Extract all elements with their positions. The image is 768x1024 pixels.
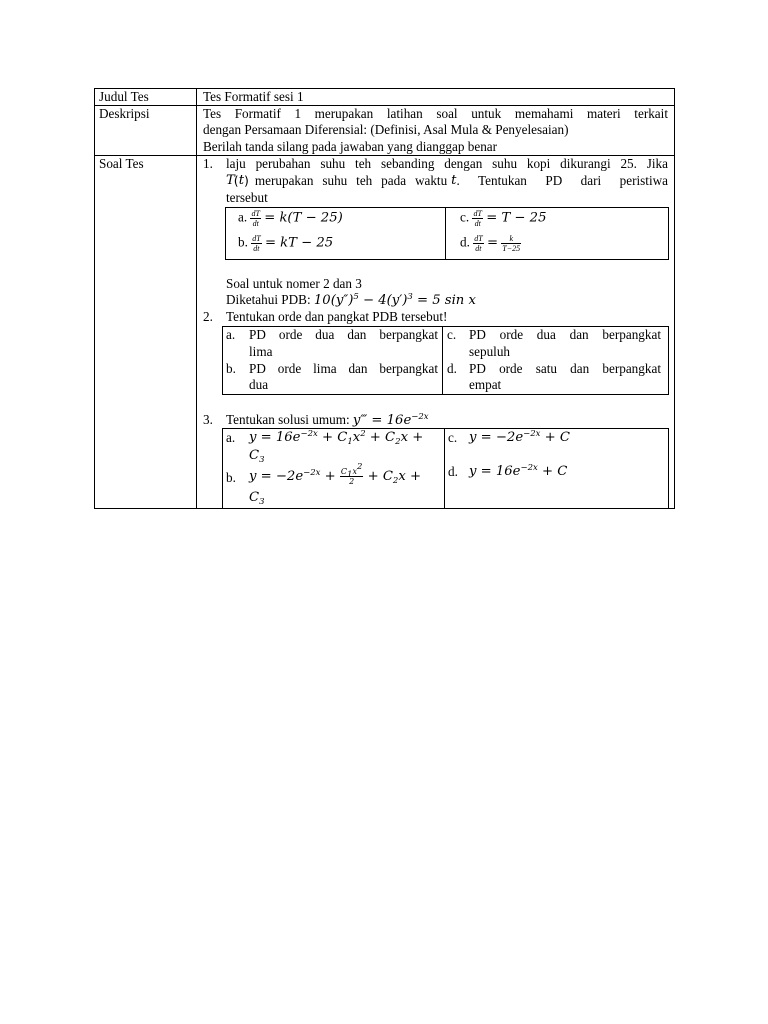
- q3-number: 3.: [203, 412, 213, 427]
- q1-line-1: laju perubahan suhu teh sebanding dengan suhu kopi dikurangi 25. Jika: [226, 156, 668, 171]
- pdb-equation: $10(y'')^5 - 4(y')^3 = 5$ sin x: [313, 292, 476, 308]
- q1-tt-symbol: T: [226, 173, 235, 188]
- q2-options-divider: [442, 326, 443, 394]
- q1-option-d[interactable]: d. $\frac{dT}{dt}$ = $\frac{k}{T-25}$: [460, 234, 521, 253]
- shared-intro: Soal untuk nomer 2 dan 3: [226, 276, 362, 291]
- q3-equation: y‴ = $16e^{-2x}$: [352, 412, 429, 428]
- value-judul-tes: Tes Formatif sesi 1: [203, 89, 304, 104]
- label-deskripsi: Deskripsi: [99, 106, 150, 121]
- q1-line-3: tersebut: [226, 190, 268, 205]
- q1-t-symbol: t: [451, 173, 457, 188]
- deskripsi-line-1: Tes Formatif 1 merupakan latihan soal untuk memahami materi terkait: [203, 106, 668, 121]
- label-soal-tes: Soal Tes: [99, 156, 144, 171]
- q1-number: 1.: [203, 156, 213, 171]
- q2-number: 2.: [203, 309, 213, 324]
- q1-option-b[interactable]: b. $\frac{dT}{dt}$ = kT − 25: [238, 234, 334, 253]
- q2-text: Tentukan orde dan pangkat PDB tersebut!: [226, 309, 448, 324]
- label-judul-tes: Judul Tes: [99, 89, 149, 104]
- table-border-top: [94, 88, 675, 89]
- deskripsi-line-3: Berilah tanda silang pada jawaban yang dianggap benar: [203, 139, 498, 154]
- deskripsi-line-2: dengan Persamaan Diferensial: (Definisi, Asal Mula & Penyelesaian): [203, 122, 569, 137]
- table-border-left: [94, 88, 95, 509]
- table-column-divider: [196, 88, 197, 509]
- q3-text: Tentukan solusi umum: y‴ = $16e^{-2x}$: [226, 412, 429, 428]
- q1-line-2-text-b: . Tentukan PD dari peristiwa: [456, 173, 668, 188]
- q1-line-2: T ( t ) merupakan suhu teh pada waktu t . Tentukan PD dari peristiwa: [226, 173, 668, 188]
- q1-line-2-text-a: merupakan suhu teh pada waktu: [254, 173, 448, 188]
- shared-pdb: Diketahui PDB: $10(y'')^5 - 4(y')^3 = 5$ sin x: [226, 292, 476, 308]
- q1-options-divider: [445, 207, 446, 259]
- q3-options-divider: [444, 428, 445, 508]
- q1-option-c[interactable]: c. $\frac{dT}{dt}$ = T − 25: [460, 209, 547, 228]
- q1-option-a[interactable]: a. $\frac{dT}{dt}$ = k(T − 25): [238, 209, 343, 228]
- table-border-right: [674, 88, 675, 509]
